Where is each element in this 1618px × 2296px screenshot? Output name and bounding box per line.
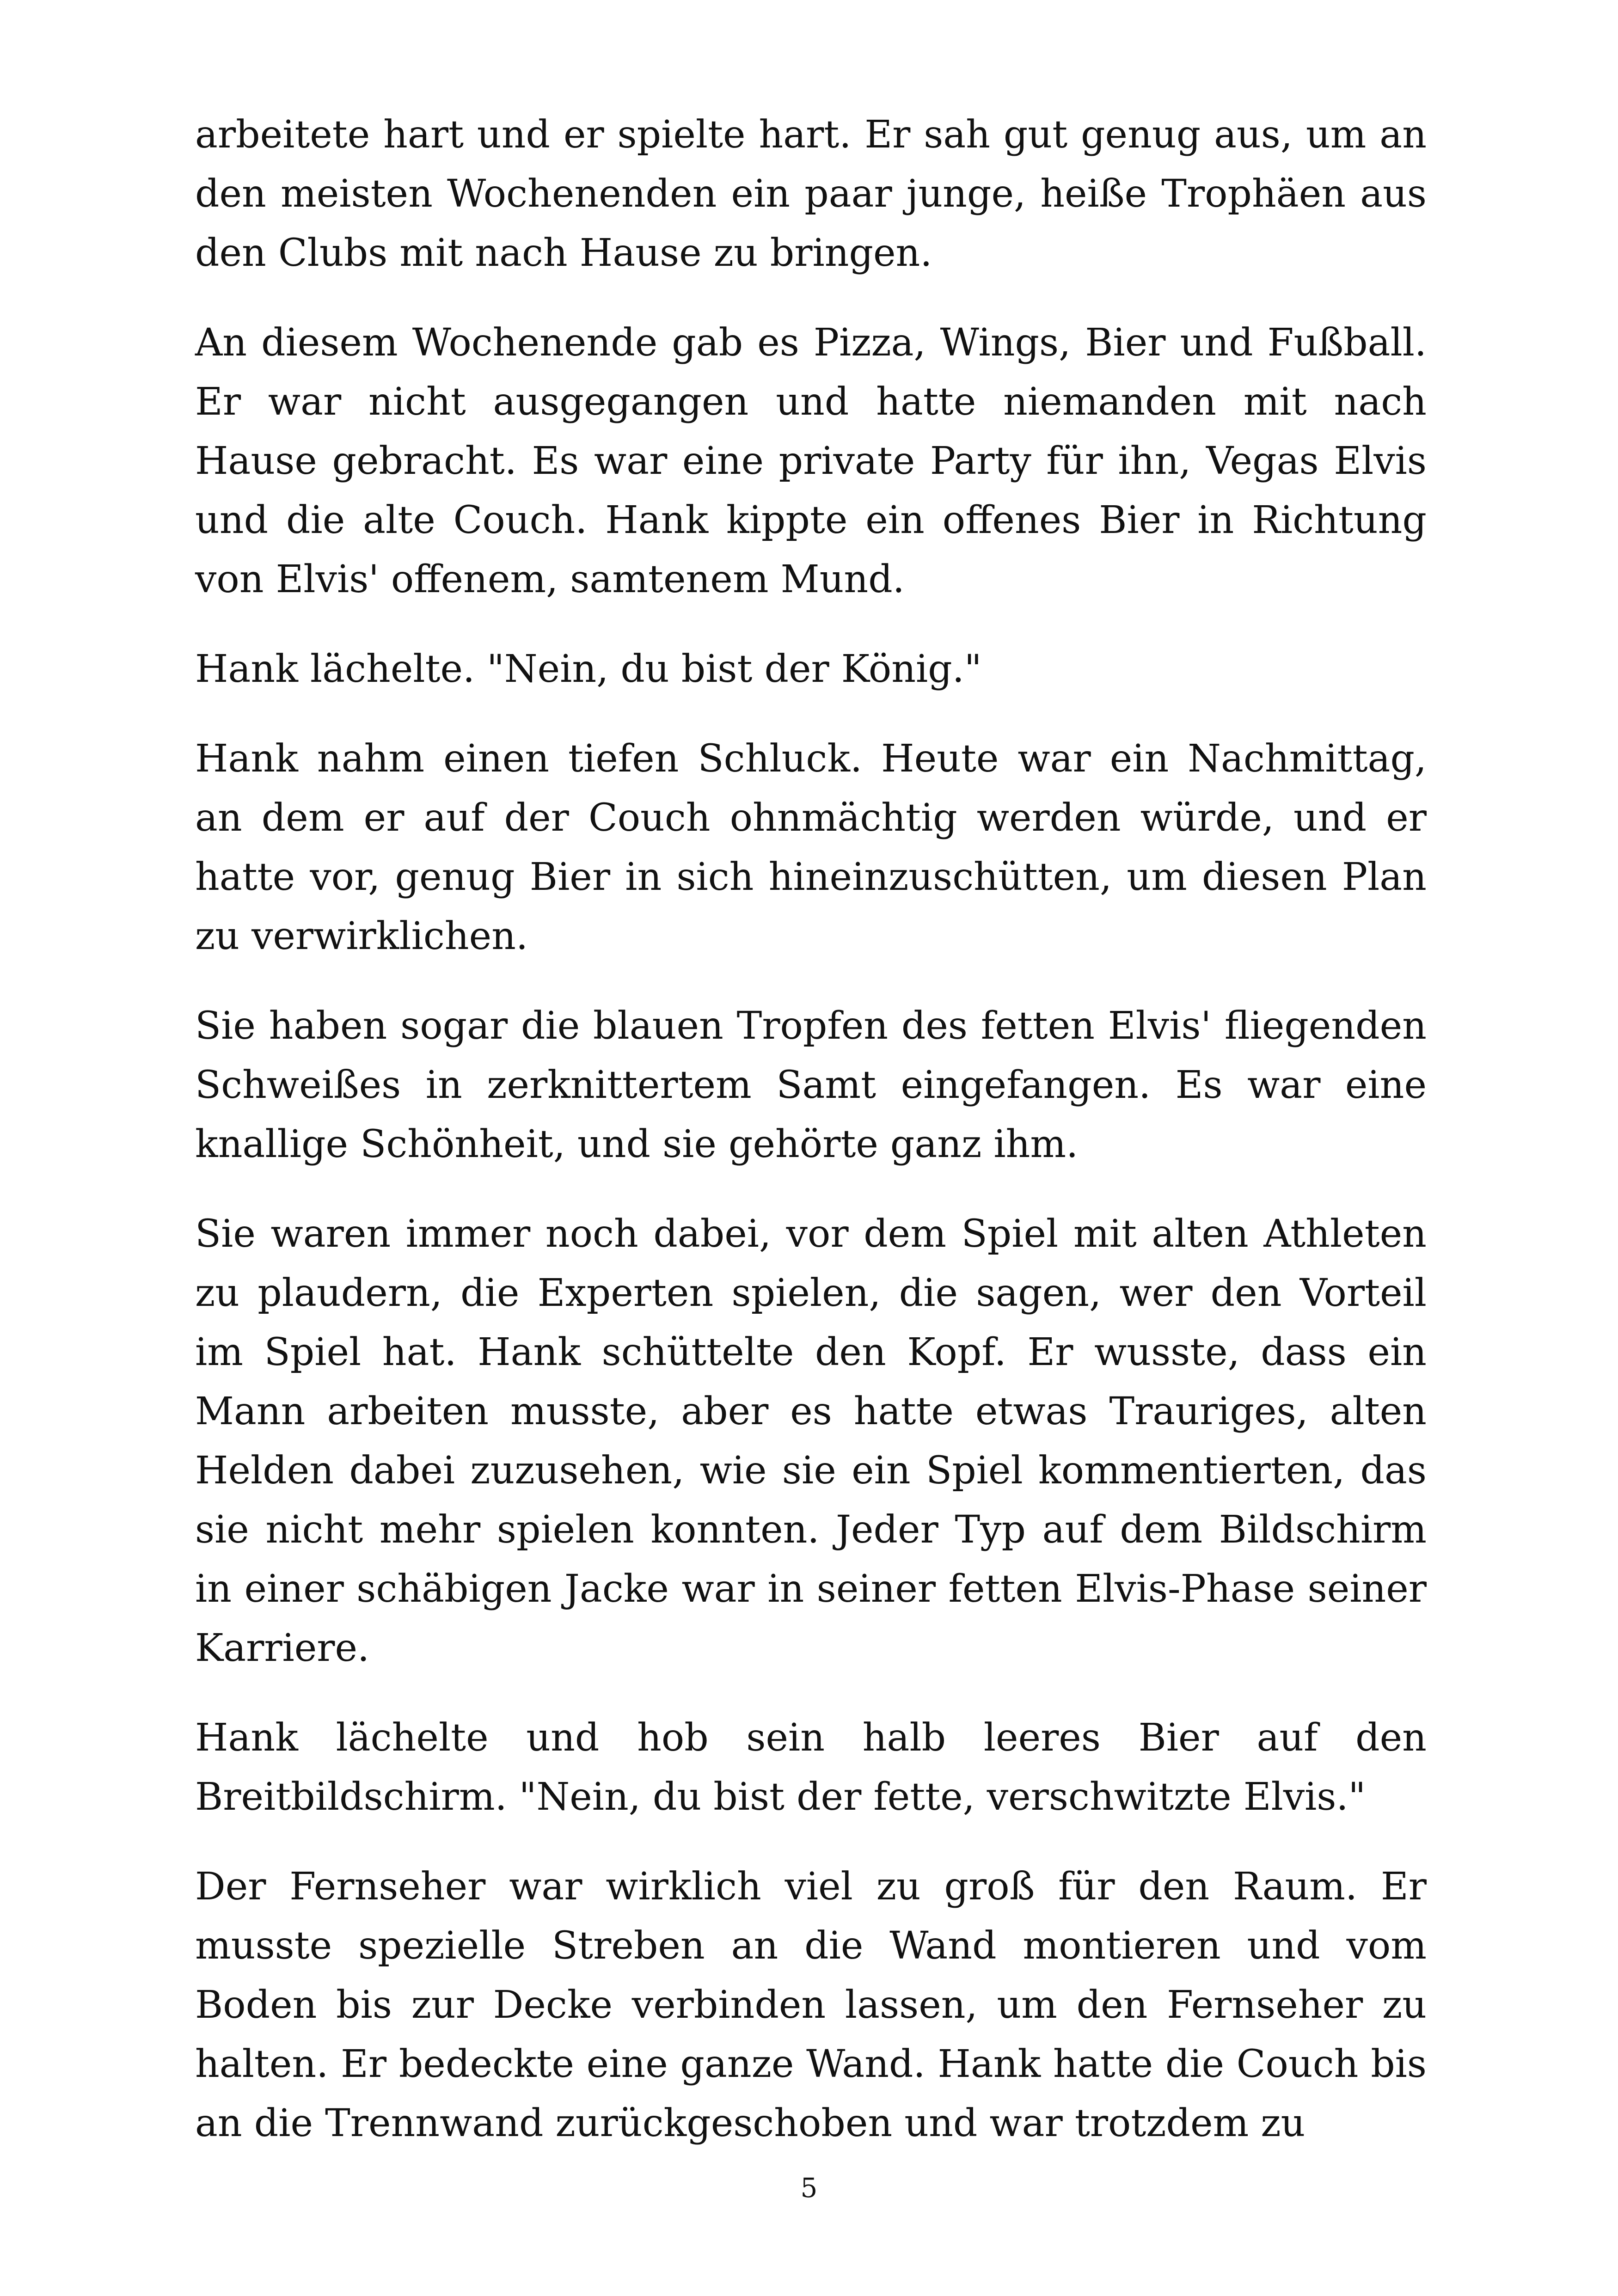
paragraph-2: An diesem Wochenende gab es Pizza, Wings, Bier und Fußball. Er war nicht ausgegangen und hatte niemanden mit nach Hause gebracht. Es war eine private Party für ihn, Vegas Elvis und die alte Couch. Hank kippte ein offenes Bier in Richtung von Elvis' offenem, samtenem Mund. (195, 321, 1427, 601)
page-number: 5 (800, 2172, 818, 2204)
paragraph-5: Sie haben sogar die blauen Tropfen des fetten Elvis' fliegenden Schweißes in zerknittertem Samt eingefangen. Es war eine knallige Schönheit, und sie gehörte ganz ihm. (195, 1004, 1427, 1166)
paragraph-8: Der Fernseher war wirklich viel zu groß für den Raum. Er musste spezielle Streben an die Wand montieren und vom Boden bis zur Decke verbinden lassen, um den Fernseher zu halten. Er bedeckte eine ganze Wand. Hank hatte die Couch bis an die Trennwand zurückgeschoben und war trotzdem zu (195, 1865, 1427, 2145)
paragraph-7: Hank lächelte und hob sein halb leeres Bier auf den Breitbildschirm. "Nein, du bist der fette, verschwitzte Elvis." (195, 1716, 1427, 1819)
body-text (195, 105, 1427, 2153)
paragraph-1: arbeitete hart und er spielte hart. Er sah gut genug aus, um an den meisten Wochenenden ein paar junge, heiße Trophäen aus den Clubs mit nach Hause zu bringen. (195, 113, 1427, 275)
paragraph-4: Hank nahm einen tiefen Schluck. Heute war ein Nachmittag, an dem er auf der Couch ohnmächtig werden würde, und er hatte vor, genug Bier in sich hineinzuschütten, um diesen Plan zu verwirklichen. (195, 737, 1427, 958)
paragraph-3: Hank lächelte. "Nein, du bist der König." (195, 647, 982, 691)
paragraph-6: Sie waren immer noch dabei, vor dem Spiel mit alten Athleten zu plaudern, die Experten spielen, die sagen, wer den Vorteil im Spiel hat. Hank schüttelte den Kopf. Er wusste, dass ein Mann arbeiten musste, aber es hatte etwas Trauriges, alten Helden dabei zuzusehen, wie sie ein Spiel kommentierten, das sie nicht mehr spielen konnten. Jeder Typ auf dem Bildschirm in einer schäbigen Jacke war in seiner fetten Elvis-Phase seiner Karriere. (195, 1212, 1427, 1670)
